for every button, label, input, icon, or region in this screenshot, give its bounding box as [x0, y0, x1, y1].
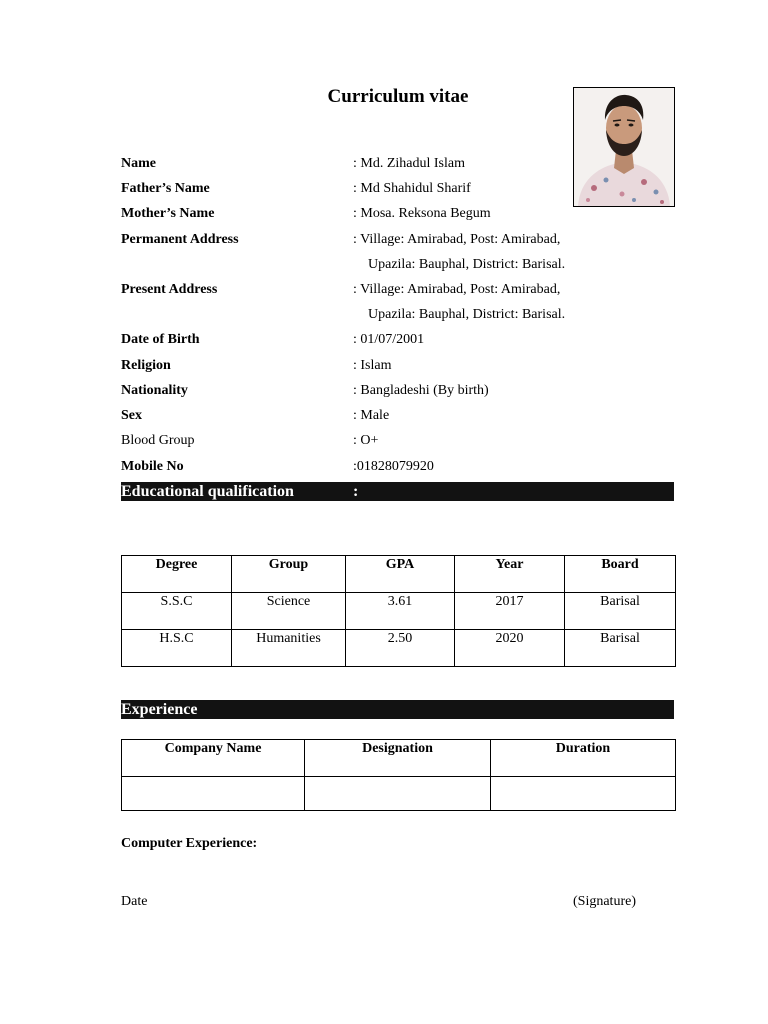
- experience-heading: Experience: [121, 701, 198, 718]
- table-cell: 2.50: [346, 630, 455, 667]
- date-of-birth-label: Date of Birth: [121, 332, 200, 347]
- education-heading-band: [121, 482, 674, 501]
- table-cell: S.S.C: [122, 593, 232, 630]
- mobile-no-value: :01828079920: [353, 459, 434, 474]
- column-header-year: Year: [455, 556, 565, 593]
- education-heading: Educational qualification: [121, 483, 294, 500]
- column-header-degree: Degree: [122, 556, 232, 593]
- sex-label: Sex: [121, 408, 142, 423]
- table-cell: Barisal: [565, 630, 676, 667]
- table-row: [122, 593, 676, 630]
- table-cell: H.S.C: [122, 630, 232, 667]
- religion-label: Religion: [121, 358, 171, 373]
- present-address-value: : Village: Amirabad, Post: Amirabad,: [353, 282, 561, 297]
- table-cell: Barisal: [565, 593, 676, 630]
- experience-table-header: [122, 740, 676, 777]
- computer-experience-heading: Computer Experience:: [121, 836, 258, 851]
- present-address-value-line2: Upazila: Bauphal, District: Barisal.: [368, 307, 566, 322]
- person-portrait-icon: [574, 88, 674, 206]
- religion-value: : Islam: [353, 358, 392, 373]
- column-header-board: Board: [565, 556, 676, 593]
- sex-value: : Male: [353, 408, 390, 423]
- nationality-value: : Bangladeshi (By birth): [353, 383, 489, 398]
- experience-heading-band: [121, 700, 674, 719]
- column-header-group: Group: [232, 556, 346, 593]
- name-label: Name: [121, 156, 156, 171]
- date-of-birth-value: : 01/07/2001: [353, 332, 425, 347]
- table-cell: Humanities: [232, 630, 346, 667]
- education-table-header: [122, 556, 676, 593]
- blood-group-label: Blood Group: [121, 433, 195, 448]
- column-header-duration: Duration: [491, 740, 676, 777]
- mobile-no-label: Mobile No: [121, 459, 184, 474]
- page-title: Curriculum vitae: [327, 86, 469, 107]
- table-cell: [491, 777, 676, 811]
- present-address-label: Present Address: [121, 282, 218, 297]
- mothers-name-value: : Mosa. Reksona Begum: [353, 206, 491, 221]
- column-header-designation: Designation: [305, 740, 491, 777]
- column-header-gpa: GPA: [346, 556, 455, 593]
- table-row: [122, 777, 676, 811]
- signature-label: (Signature): [573, 894, 636, 909]
- fathers-name-label: Father’s Name: [121, 181, 210, 196]
- column-header-company-name: Company Name: [122, 740, 305, 777]
- mothers-name-label: Mother’s Name: [121, 206, 215, 221]
- permanent-address-value: : Village: Amirabad, Post: Amirabad,: [353, 232, 561, 247]
- table-cell: 3.61: [346, 593, 455, 630]
- experience-table: [121, 739, 676, 811]
- name-value: : Md. Zihadul Islam: [353, 156, 465, 171]
- table-cell: 2020: [455, 630, 565, 667]
- table-row: [122, 630, 676, 667]
- table-cell: [122, 777, 305, 811]
- education-table: [121, 555, 676, 667]
- permanent-address-label: Permanent Address: [121, 232, 239, 247]
- table-cell: [305, 777, 491, 811]
- blood-group-value: : O+: [353, 433, 379, 448]
- profile-photo: [573, 87, 675, 207]
- permanent-address-value-line2: Upazila: Bauphal, District: Barisal.: [368, 257, 566, 272]
- nationality-label: Nationality: [121, 383, 188, 398]
- table-cell: 2017: [455, 593, 565, 630]
- table-cell: Science: [232, 593, 346, 630]
- education-heading-colon: :: [353, 483, 359, 500]
- fathers-name-value: : Md Shahidul Sharif: [353, 181, 471, 196]
- date-label: Date: [121, 894, 148, 909]
